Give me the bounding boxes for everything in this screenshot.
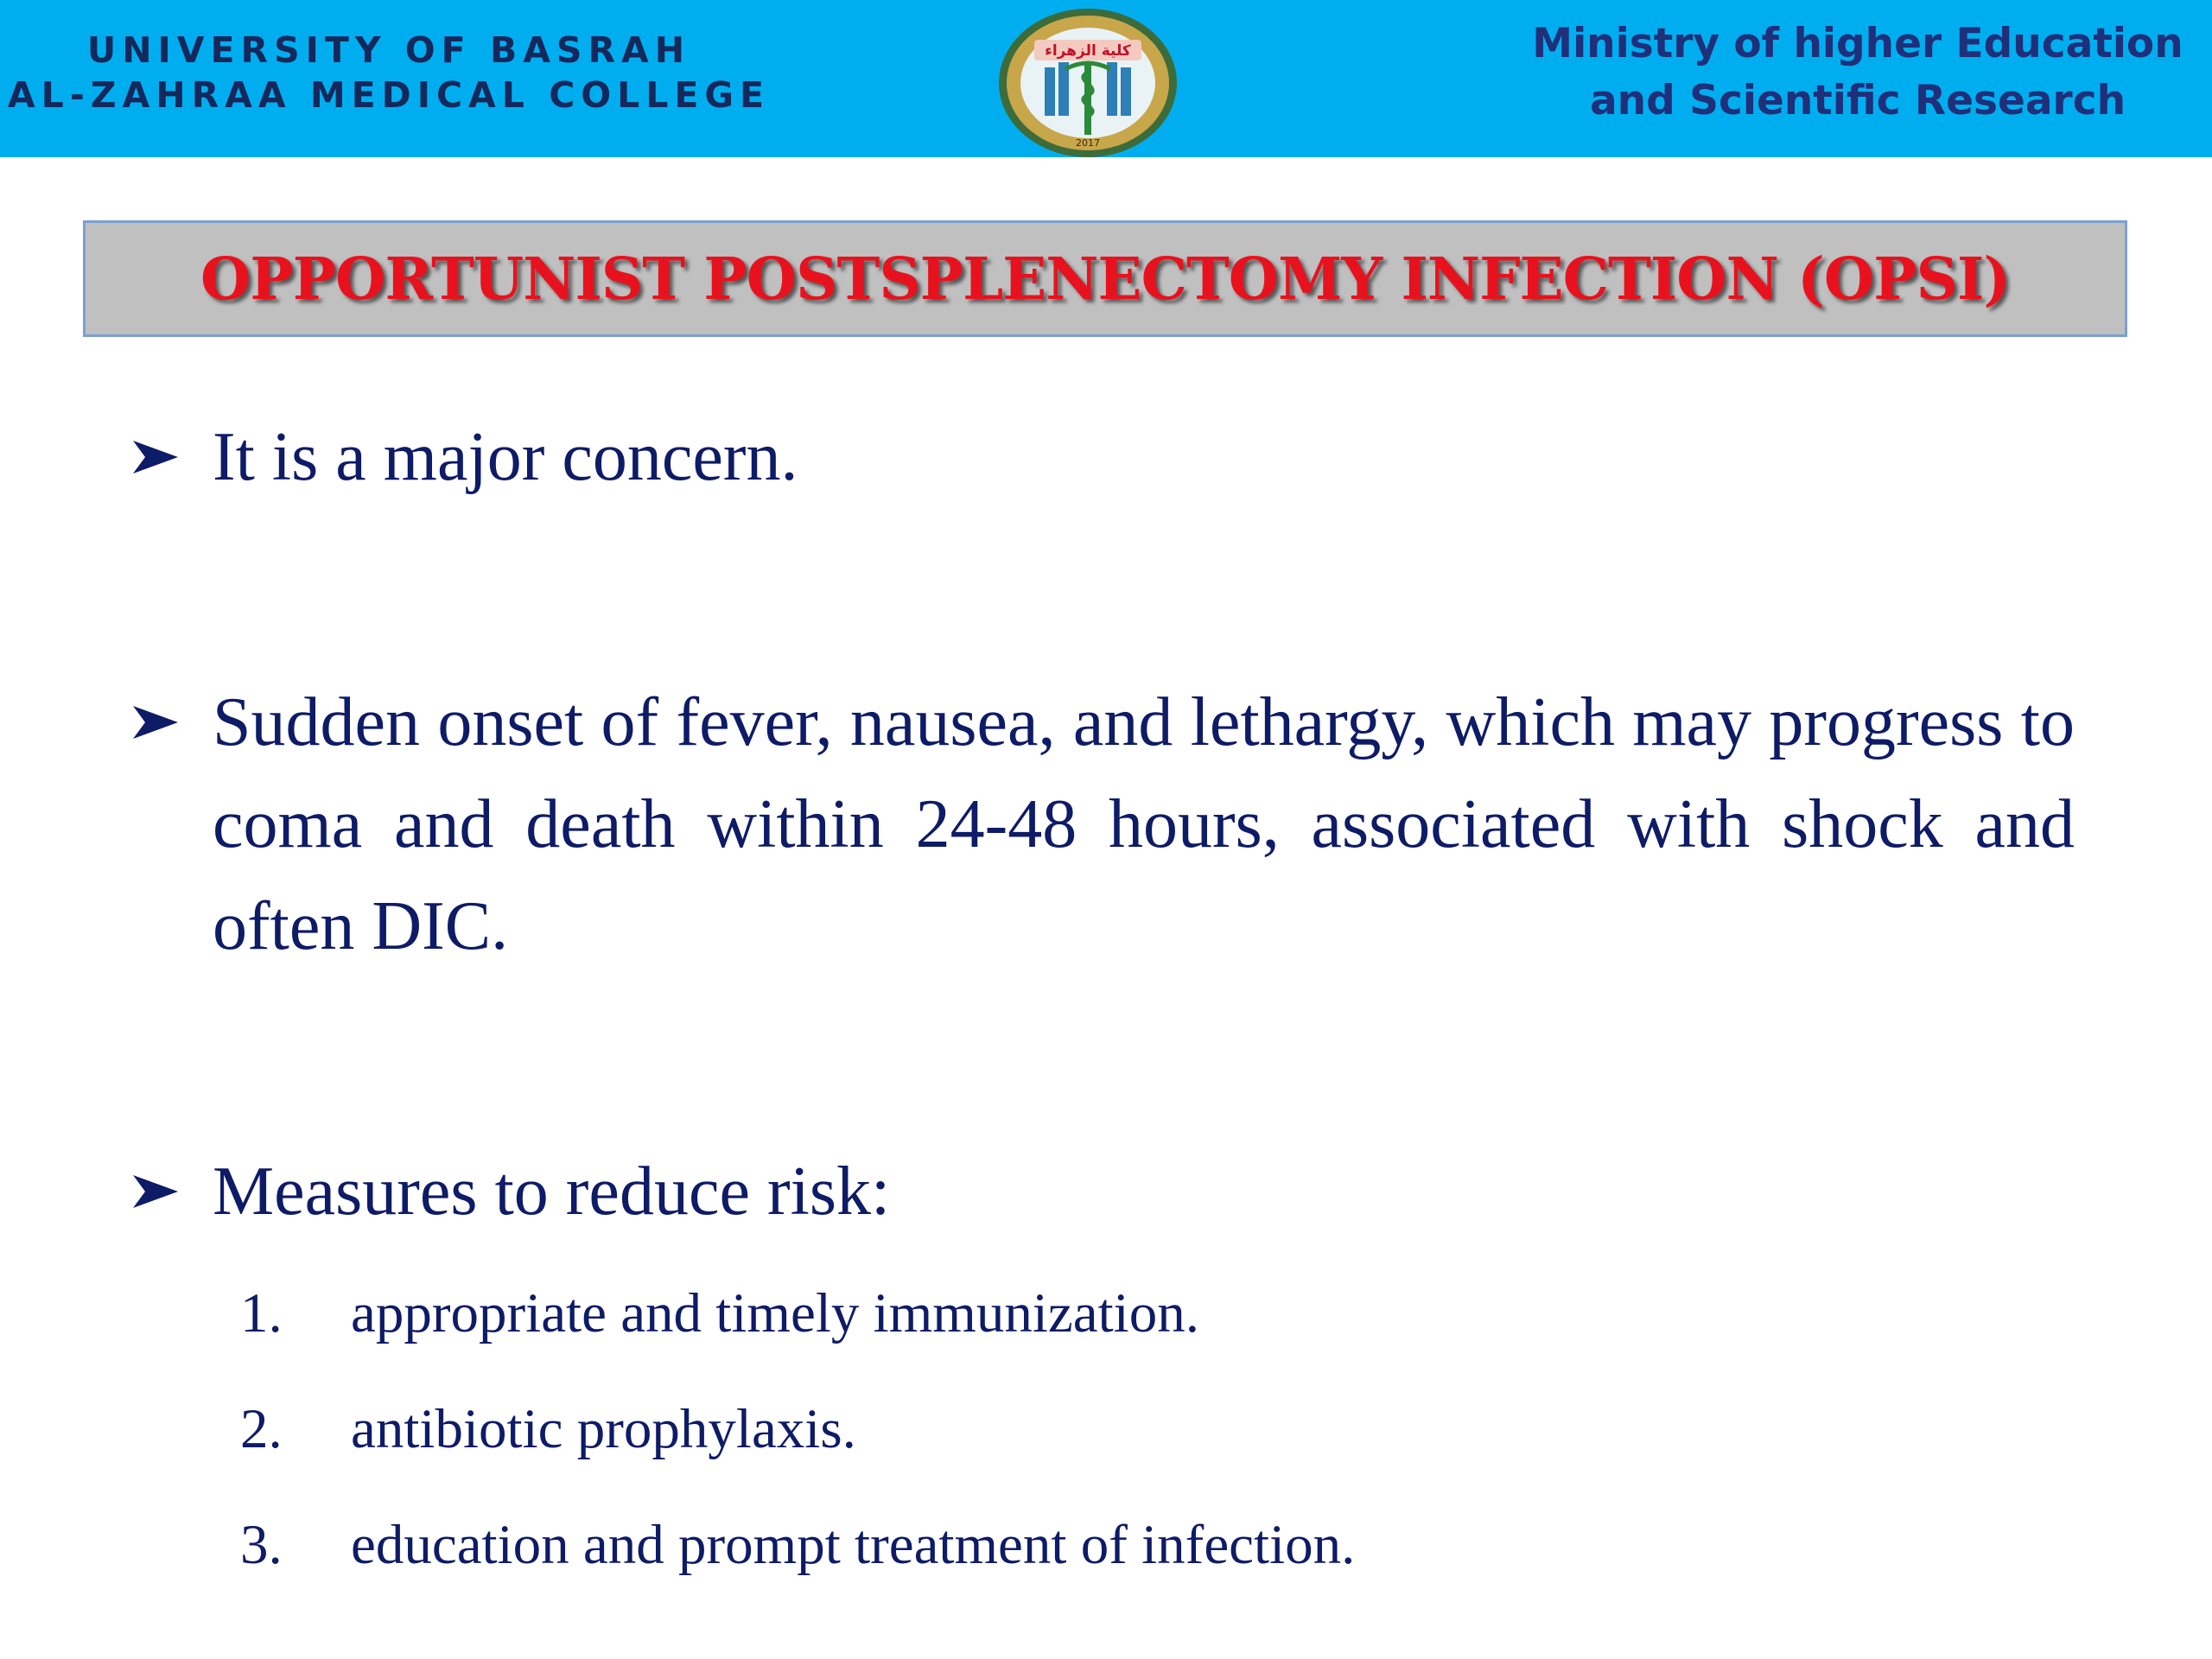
ministry-line-2: and Scientific Research <box>1589 77 2126 124</box>
ministry-line-1: Ministry of higher Education <box>1532 20 2183 67</box>
bullet-text: Measures to reduce risk: <box>213 1154 891 1230</box>
svg-text:2017: 2017 <box>1076 137 1100 149</box>
svg-text:كلية الزهراء: كلية الزهراء <box>1045 42 1131 60</box>
measure-number: 3. <box>240 1514 283 1576</box>
college-logo <box>996 5 1179 161</box>
measure-text: antibiotic prophylaxis. <box>351 1398 856 1460</box>
university-line-2: AL-ZAHRAA MEDICAL COLLEGE <box>7 74 771 116</box>
bullet-text: It is a major concern. <box>213 419 798 495</box>
measure-list-item <box>240 1395 856 1464</box>
bullet-item <box>130 1141 890 1243</box>
measure-text: education and prompt treatment of infection. <box>351 1514 1356 1576</box>
measure-list-item <box>240 1510 1355 1580</box>
measure-list-item <box>240 1279 1199 1348</box>
bullet-item <box>130 671 2075 977</box>
ministry-name <box>1503 16 2212 130</box>
slide-title-box <box>83 220 2127 337</box>
measure-number: 1. <box>240 1282 283 1344</box>
university-line-1: UNIVERSITY OF BASRAH <box>86 29 691 71</box>
measure-text: appropriate and timely immunization. <box>351 1282 1199 1344</box>
arrow-bullet-icon <box>130 671 213 977</box>
header-banner <box>0 0 2212 157</box>
measure-number: 2. <box>240 1398 283 1460</box>
slide-title: OPPORTUNIST POSTSPLENECTOMY INFECTION (OPSI) <box>200 245 2011 313</box>
university-name <box>0 28 778 118</box>
bullet-item <box>130 406 798 508</box>
bullet-text: Sudden onset of fever, nausea, and lethargy, which may progress to coma and death within 24-48 hours, associated with shock and often DIC. <box>213 684 2075 964</box>
arrow-bullet-icon <box>130 406 213 508</box>
arrow-bullet-icon <box>130 1141 213 1243</box>
